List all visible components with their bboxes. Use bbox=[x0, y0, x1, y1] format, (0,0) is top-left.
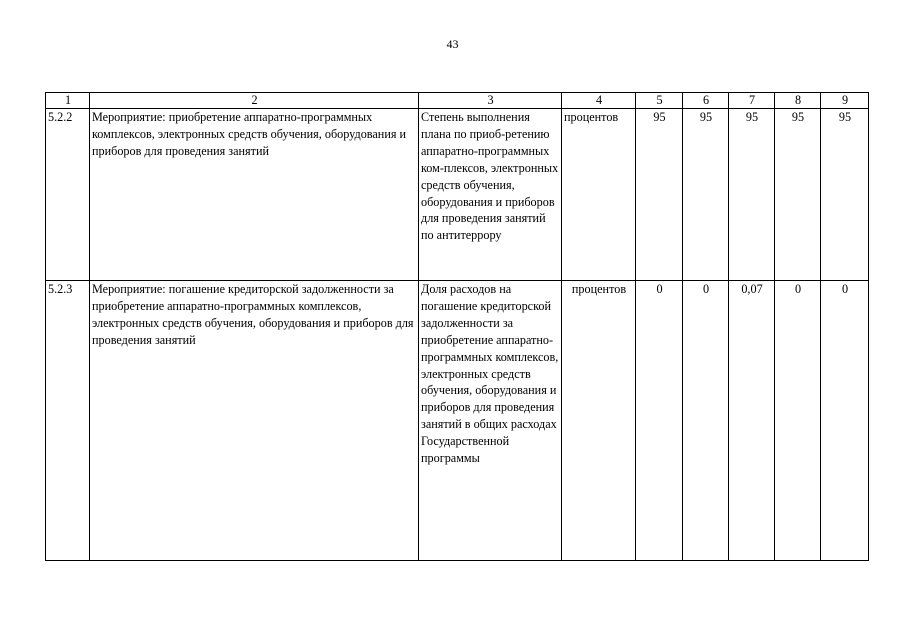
table-header-row bbox=[46, 93, 869, 109]
indicators-table bbox=[45, 92, 869, 561]
row-indicator: Степень выполнения плана по приоб-ретению аппаратно-программных ком-плексов, электронных средств обучения, оборудования и приборов для проведения занятий по антитеррору bbox=[419, 109, 562, 281]
column-header: 6 bbox=[683, 93, 729, 109]
column-header: 2 bbox=[90, 93, 419, 109]
row-value-col7: 0,07 bbox=[729, 281, 775, 561]
row-code: 5.2.2 bbox=[46, 109, 90, 281]
row-code: 5.2.3 bbox=[46, 281, 90, 561]
row-value-col6: 0 bbox=[683, 281, 729, 561]
row-value-col9: 95 bbox=[821, 109, 869, 281]
column-header: 4 bbox=[562, 93, 636, 109]
column-header: 9 bbox=[821, 93, 869, 109]
row-value-col8: 0 bbox=[775, 281, 821, 561]
row-indicator: Доля расходов на погашение кредиторской задолженности за приобретение аппаратно-программных комплексов, электронных средств обучения, оборудования и приборов для проведения занятий в общих расходах Государственной программы bbox=[419, 281, 562, 561]
row-value-col9: 0 bbox=[821, 281, 869, 561]
table-row bbox=[46, 281, 869, 561]
row-unit: процентов bbox=[562, 109, 636, 281]
row-value-col6: 95 bbox=[683, 109, 729, 281]
column-header: 8 bbox=[775, 93, 821, 109]
row-value-col5: 0 bbox=[636, 281, 683, 561]
page-number: 43 bbox=[446, 37, 459, 51]
table-row bbox=[46, 109, 869, 281]
row-unit: процентов bbox=[562, 281, 636, 561]
row-value-col8: 95 bbox=[775, 109, 821, 281]
row-event: Мероприятие: погашение кредиторской задолженности за приобретение аппаратно-программных комплексов, электронных средств обучения, оборудования и приборов для проведения занятий bbox=[90, 281, 419, 561]
row-value-col5: 95 bbox=[636, 109, 683, 281]
column-header: 5 bbox=[636, 93, 683, 109]
column-header: 7 bbox=[729, 93, 775, 109]
column-header: 3 bbox=[419, 93, 562, 109]
column-header: 1 bbox=[46, 93, 90, 109]
row-value-col7: 95 bbox=[729, 109, 775, 281]
row-event: Мероприятие: приобретение аппаратно-программных комплексов, электронных средств обучения, оборудования и приборов для проведения занятий bbox=[90, 109, 419, 281]
